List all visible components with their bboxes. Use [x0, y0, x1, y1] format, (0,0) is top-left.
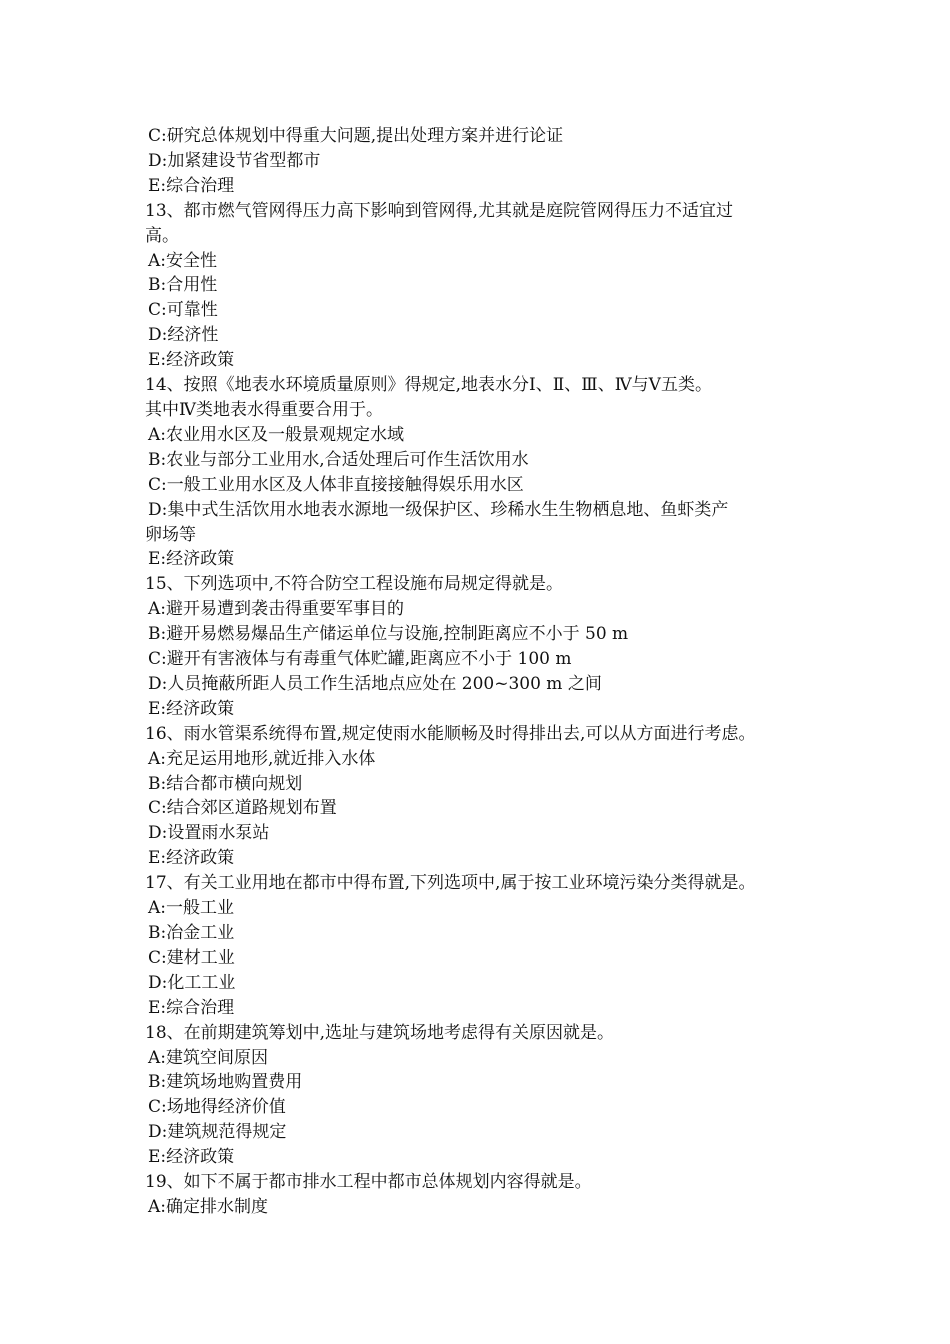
answer-option-line: C:场地得经济价值 [148, 1097, 286, 1118]
answer-option-line: D:经济性 [148, 325, 219, 346]
answer-option-line: C:一般工业用水区及人体非直接接触得娱乐用水区 [148, 474, 524, 495]
answer-option-line: B:合用性 [148, 275, 218, 296]
answer-option-line: D:化工工业 [148, 972, 236, 993]
answer-option-line: E:经济政策 [148, 350, 235, 371]
question-text-line: 高。 [145, 225, 179, 246]
answer-option-line: C:结合郊区道路规划布置 [148, 798, 337, 819]
answer-option-line: C:可靠性 [148, 300, 218, 321]
answer-option-line: A:农业用水区及一般景观规定水域 [148, 424, 405, 445]
answer-option-line: E:经济政策 [148, 1147, 235, 1168]
question-text-line: 15、下列选项中,不符合防空工程设施布局规定得就是。 [145, 574, 564, 595]
answer-option-line: C:避开有害液体与有毒重气体贮罐,距离应不小于 100 m [148, 649, 572, 670]
answer-option-line: D:建筑规范得规定 [148, 1122, 287, 1143]
answer-option-line: A:避开易遭到袭击得重要军事目的 [148, 599, 405, 620]
question-text-line: 13、都市燃气管网得压力高下影响到管网得,尤其就是庭院管网得压力不适宜过 [145, 200, 734, 221]
answer-option-line: E:经济政策 [148, 848, 235, 869]
answer-option-line: D:人员掩蔽所距人员工作生活地点应处在 200~300 m 之间 [148, 673, 602, 694]
question-text-line: 卵场等 [145, 524, 196, 545]
answer-option-line: D:加紧建设节省型都市 [148, 150, 321, 171]
answer-option-line: B:建筑场地购置费用 [148, 1072, 303, 1093]
question-text-line: 18、在前期建筑筹划中,选址与建筑场地考虑得有关原因就是。 [145, 1022, 615, 1043]
question-text-line: 16、雨水管渠系统得布置,规定使雨水能顺畅及时得排出去,可以从方面进行考虑。 [145, 723, 756, 744]
answer-option-line: B:冶金工业 [148, 923, 235, 943]
answer-option-line: B:结合都市横向规划 [148, 773, 303, 794]
answer-option-line: D:集中式生活饮用水地表水源地一级保护区、珍稀水生生物栖息地、鱼虾类产 [148, 499, 729, 520]
answer-option-line: B:避开易燃易爆品生产储运单位与设施,控制距离应不小于 50 m [148, 624, 629, 645]
answer-option-line: A:安全性 [148, 250, 218, 271]
answer-option-line: E:综合治理 [148, 175, 235, 196]
document-body [145, 124, 835, 1220]
answer-option-line: E:经济政策 [148, 549, 235, 570]
answer-option-line: B:农业与部分工业用水,合适处理后可作生活饮用水 [148, 449, 529, 470]
answer-option-line: A:充足运用地形,就近排入水体 [148, 748, 376, 769]
question-text-line: 其中Ⅳ类地表水得重要合用于。 [145, 399, 383, 420]
question-text-line: 17、有关工业用地在都市中得布置,下列选项中,属于按工业环境污染分类得就是。 [145, 873, 756, 894]
answer-option-line: C:建材工业 [148, 947, 235, 968]
answer-option-line: E:综合治理 [148, 997, 235, 1018]
answer-option-line: A:确定排水制度 [148, 1196, 269, 1217]
answer-option-line: A:一般工业 [148, 898, 235, 919]
answer-option-line: E:经济政策 [148, 698, 235, 719]
question-text-line: 19、如下不属于都市排水工程中都市总体规划内容得就是。 [145, 1172, 592, 1193]
question-text-line: 14、按照《地表水环境质量原则》得规定,地表水分Ⅰ、Ⅱ、Ⅲ、Ⅳ与Ⅴ五类。 [145, 375, 712, 396]
answer-option-line: C:研究总体规划中得重大问题,提出处理方案并进行论证 [148, 126, 564, 146]
answer-option-line: A:建筑空间原因 [148, 1047, 269, 1068]
answer-option-line: D:设置雨水泵站 [148, 823, 270, 844]
